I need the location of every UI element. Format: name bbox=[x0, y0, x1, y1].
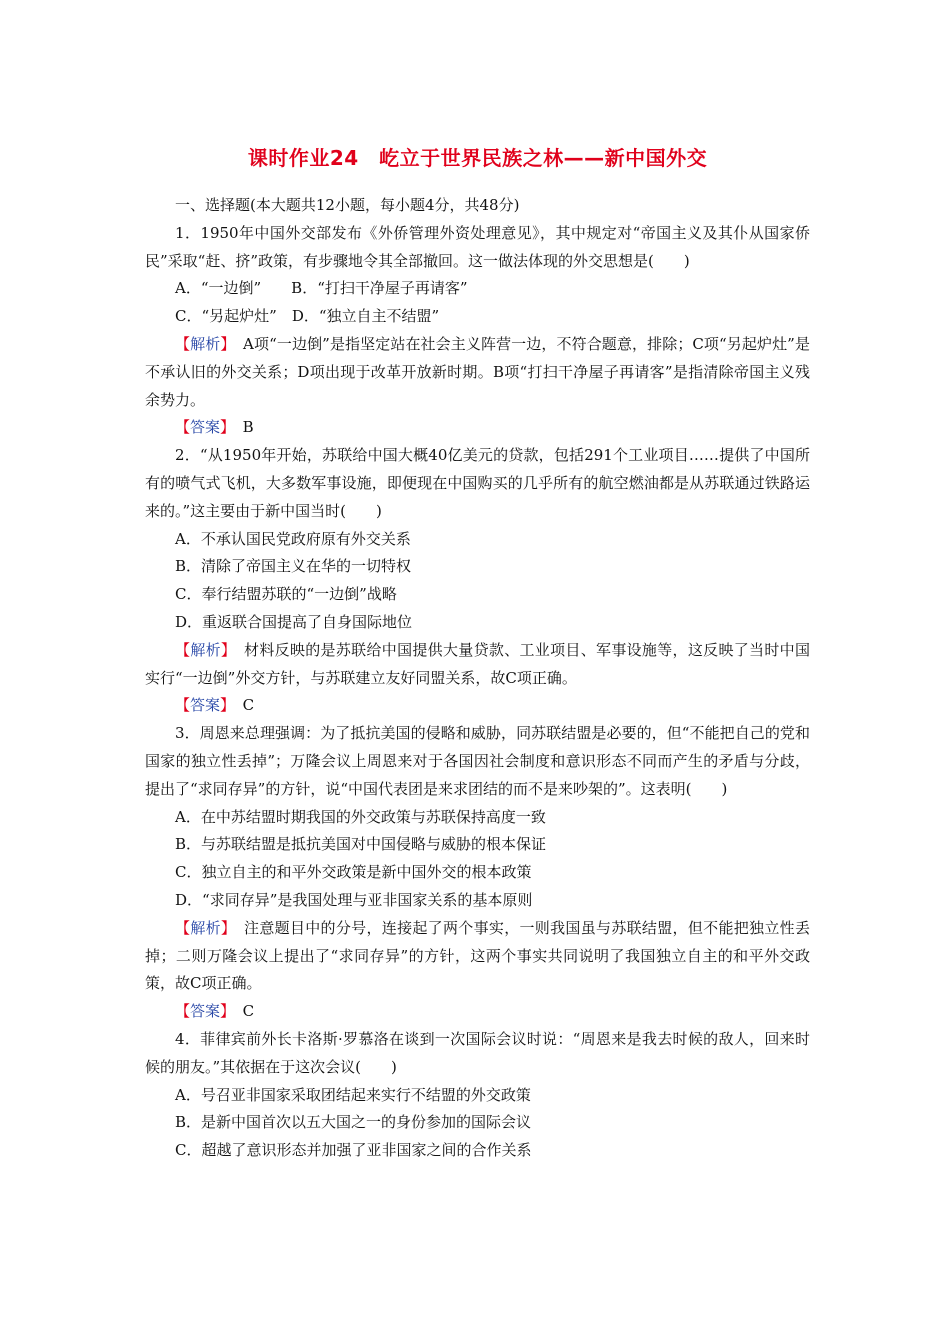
question-2-stem: 2．“从1950年开始，苏联给中国大概40亿美元的贷款，包括291个工业项目……提供了中国所有的喷气式飞机，大多数军事设施，即便现在中国购买的几乎所有的航空燃油都是从苏联通过铁路运来的。”这主要由于新中国当时( ) bbox=[145, 446, 810, 520]
question-3-answer bbox=[145, 998, 810, 1026]
question-2-option-a: A．不承认国民党政府原有外交关系 bbox=[175, 529, 411, 548]
question-4-option-c: C．超越了意识形态并加强了亚非国家之间的合作关系 bbox=[175, 1141, 532, 1160]
analysis-label: 【解析】 bbox=[175, 918, 229, 937]
question-3-stem: 3．周恩来总理强调：为了抵抗美国的侵略和威胁，同苏联结盟是必要的，但“不能把自己的党和国家的独立性丢掉”；万隆会议上周恩来对于各国因社会制度和意识形态不同而产生的矛盾与分歧，提出了“求同存异”的方针，说“中国代表团是来求团结的而不是来吵架的”。这表明( ) bbox=[145, 724, 810, 798]
question-1-options-row-2: C．“另起炉灶” D．“独立自主不结盟” bbox=[175, 307, 440, 326]
analysis-label: 【解析】 bbox=[175, 640, 229, 659]
question-2-option-d: D．重返联合国提高了自身国际地位 bbox=[175, 612, 413, 631]
question-3-analysis-text: 注意题目中的分号，连接起了两个事实，一则我国虽与苏联结盟，但不能把独立性丢掉；二则万隆会议上提出了“求同存异”的方针，这两个事实共同说明了我国独立自主的和平外交政策，故C项正确。 bbox=[145, 918, 810, 993]
question-2-answer-value: C bbox=[242, 696, 255, 715]
answer-label: 【答案】 bbox=[175, 1002, 228, 1021]
question-4-stem: 4．菲律宾前外长卡洛斯·罗慕洛在谈到一次国际会议时说：“周恩来是我去时候的敌人，回来时候的朋友。”其依据在于这次会议( ) bbox=[145, 1029, 810, 1076]
question-2-analysis bbox=[145, 637, 810, 693]
answer-label: 【答案】 bbox=[175, 418, 228, 437]
document-title: 课时作业24 屹立于世界民族之林——新中国外交 bbox=[247, 146, 708, 170]
question-3-analysis bbox=[145, 915, 810, 998]
question-1-analysis bbox=[145, 331, 810, 414]
question-3-option-b: B．与苏联结盟是抵抗美国对中国侵略与威胁的根本保证 bbox=[175, 835, 547, 854]
question-1-answer-value: B bbox=[242, 418, 254, 437]
question-3-option-d: D．“求同存异”是我国处理与亚非国家关系的基本原则 bbox=[175, 890, 533, 909]
question-3-option-c: C．独立自主的和平外交政策是新中国外交的根本政策 bbox=[175, 863, 532, 882]
question-2-option-b: B．清除了帝国主义在华的一切特权 bbox=[175, 557, 412, 576]
question-2-analysis-text: 材料反映的是苏联给中国提供大量贷款、工业项目、军事设施等，这反映了当时中国实行“一边倒”外交方针，与苏联建立友好同盟关系，故C项正确。 bbox=[145, 640, 810, 687]
question-1-answer bbox=[145, 414, 810, 442]
answer-label: 【答案】 bbox=[175, 696, 228, 715]
question-3-option-a: A．在中苏结盟时期我国的外交政策与苏联保持高度一致 bbox=[175, 807, 546, 826]
document-page bbox=[145, 140, 810, 1165]
analysis-label: 【解析】 bbox=[175, 334, 228, 353]
question-1-stem: 1．1950年中国外交部发布《外侨管理外资处理意见》，其中规定对“帝国主义及其仆从国家侨民”采取“赶、挤”政策，有步骤地令其全部撤回。这一做法体现的外交思想是( ) bbox=[145, 223, 810, 270]
question-4-option-a: A．号召亚非国家采取团结起来实行不结盟的外交政策 bbox=[175, 1085, 531, 1104]
question-2-answer bbox=[145, 692, 810, 720]
question-1-analysis-text: A项“一边倒”是指坚定站在社会主义阵营一边，不符合题意，排除；C项“另起炉灶”是不承认旧的外交关系；D项出现于改革开放新时期。B项“打扫干净屋子再请客”是指清除帝国主义残余势力。 bbox=[145, 334, 810, 409]
section-heading: 一、选择题(本大题共12小题，每小题4分，共48分) bbox=[175, 196, 520, 214]
question-2-option-c: C．奉行结盟苏联的“一边倒”战略 bbox=[175, 585, 397, 604]
question-1-options-row-1: A．“一边倒” B．“打扫干净屋子再请客” bbox=[175, 279, 468, 298]
question-4-option-b: B．是新中国首次以五大国之一的身份参加的国际会议 bbox=[175, 1113, 532, 1132]
question-3-answer-value: C bbox=[242, 1002, 255, 1021]
